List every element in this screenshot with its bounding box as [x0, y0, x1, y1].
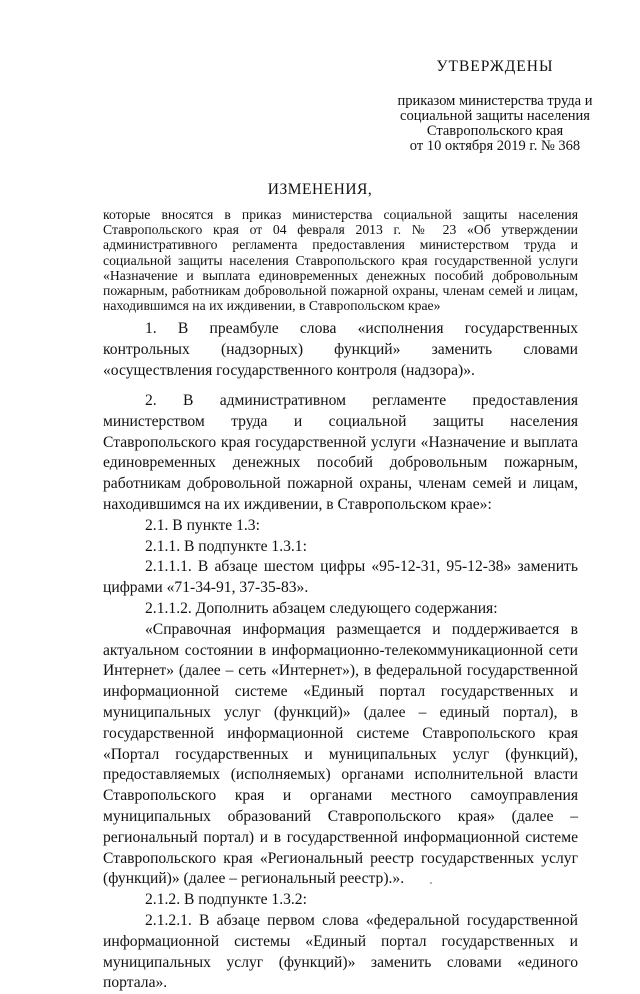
scan-speck: [430, 882, 432, 884]
approval-line-order: приказом министерства труда и: [397, 93, 593, 109]
paragraph-2-1-1-1: 2.1.1.1. В абзаце шестом цифры «95-12-31, 95-12-38» заменить цифрами «71-34-91, 37-35-83».: [103, 558, 578, 597]
approval-line-region: Ставропольского края: [426, 123, 564, 139]
paragraph-2-1-2: 2.1.2. В подпункте 1.3.2:: [145, 891, 307, 909]
paragraph-2-1-1-2: 2.1.1.2. Дополнить абзацем следующего содержания:: [145, 599, 498, 617]
paragraph-2-1: 2.1. В пункте 1.3:: [145, 516, 260, 534]
approval-line-ministry: социальной защиты населения: [400, 108, 590, 124]
paragraph-2-1-1: 2.1.1. В подпункте 1.3.1:: [145, 537, 307, 555]
paragraph-2: 2. В административном регламенте предоставления министерством труда и социальной защиты населения Ставропольского края государственной услуги «Назначение и выплата единовременных денежных пособий добровольным пожарным, работникам добровольной пожарной охраны, членам семей и лицам, находившимся на их иждивении, в Ставропольском крае»:: [103, 392, 578, 513]
paragraph-quote: «Справочная информация размещается и поддерживается в актуальном состоянии в информационно-телекоммуникационной сети Интернет» (далее – сеть «Интернет»), в федеральной государственной информационной системе «Единый портал государственных и муниципальных услуг (функций)» (далее – единый портал), в государственной информационной системе Ставропольского края «Портал государственных и муниципальных услуг (функций), предоставляемых (исполняемых) органами исполнительной власти Ставропольского края и органами местного самоуправления муниципальных образований Ставропольского края» (далее – региональный портал) и в государственной информационной системе Ставропольского края «Региональный реестр государственных услуг (функций)» (далее – региональный реестр).».: [103, 620, 578, 888]
document-heading: ИЗМЕНЕНИЯ,: [267, 181, 373, 198]
paragraph-2-1-2-1: 2.1.2.1. В абзаце первом слова «федеральной государственной информационной системы «Единый портал государственных и муниципальных услуг (функций)» заменить словами «единого портала».: [103, 911, 578, 992]
approval-line-date: от 10 октября 2019 г. № 368: [409, 138, 581, 154]
section-1: [103, 319, 578, 381]
approval-block: [385, 58, 605, 154]
approval-title: УТВЕРЖДЕНЫ: [436, 58, 554, 75]
paragraph-1: 1. В преамбуле слова «исполнения государственных контрольных (надзорных) функций» заменить словами «осуществления государственного контроля (надзора)».: [103, 320, 578, 379]
document-subtitle: которые вносятся в приказ министерства социальной защиты населения Ставропольского края от 04 февраля 2013 г. № 23 «Об утверждении административного регламента предоставления министерством труда и социальной защиты населения Ставропольского края государственной услуги «Назначение и выплата единовременных денежных пособий добровольным пожарным, работникам добровольной пожарной охраны, членам семей и лицам, находившимся на их иждивении, в Ставропольском крае»: [103, 207, 578, 314]
section-2: [103, 391, 578, 994]
